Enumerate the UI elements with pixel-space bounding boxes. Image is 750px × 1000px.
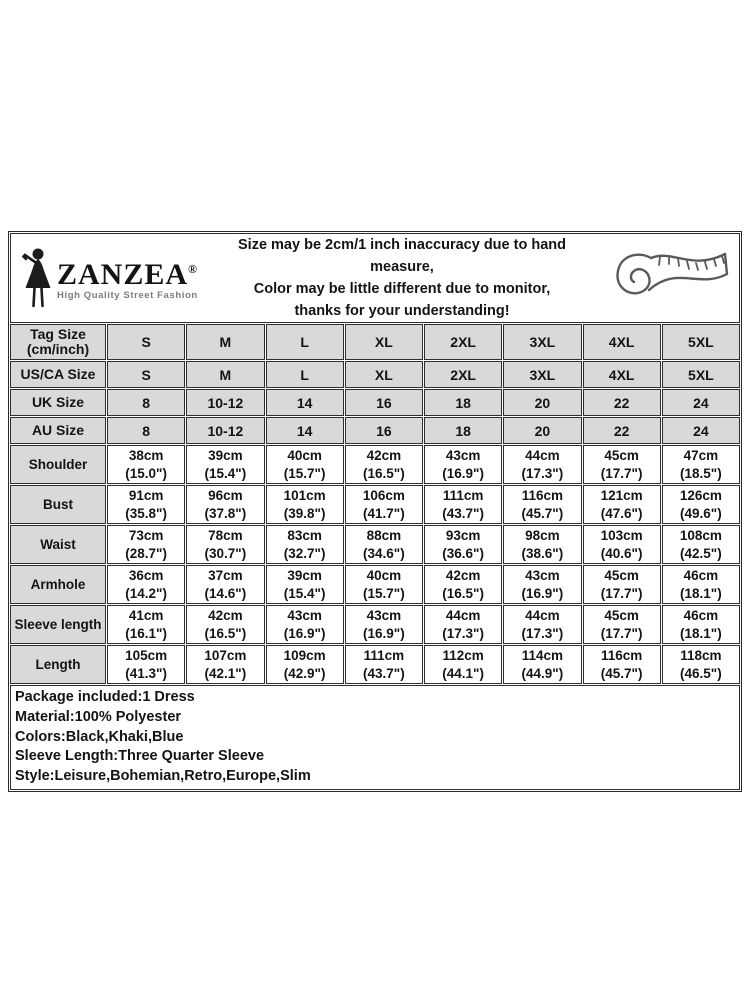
- size-cell: 3XL: [503, 324, 581, 360]
- measurement-cell: 73cm (28.7"): [107, 525, 185, 564]
- measurement-cell: 98cm (38.6"): [503, 525, 581, 564]
- size-cell: 4XL: [583, 361, 661, 388]
- measurement-cell: 36cm (14.2"): [107, 565, 185, 604]
- measurement-cell: 43cm (16.9"): [266, 605, 344, 644]
- size-cell: L: [266, 361, 344, 388]
- measurement-cell: 43cm (16.9"): [503, 565, 581, 604]
- measurement-cell: 42cm (16.5"): [424, 565, 502, 604]
- table-row: [10, 645, 740, 684]
- measurement-cell: 43cm (16.9"): [345, 605, 423, 644]
- measurement-cell: 41cm (16.1"): [107, 605, 185, 644]
- brand-logo: [11, 247, 206, 309]
- row-label: Shoulder: [10, 445, 106, 484]
- size-cell: 5XL: [662, 361, 740, 388]
- size-cell: 24: [662, 389, 740, 416]
- table-row: [10, 485, 740, 524]
- sleeve-length-line: Sleeve Length:Three Quarter Sleeve: [15, 748, 265, 765]
- style-line: Style:Leisure,Bohemian,Retro,Europe,Slim: [15, 768, 311, 785]
- size-cell: XL: [345, 324, 423, 360]
- size-cell: 18: [424, 389, 502, 416]
- size-cell: 4XL: [583, 324, 661, 360]
- table-row: [10, 417, 740, 444]
- measurement-cell: 42cm (16.5"): [186, 605, 264, 644]
- measurement-cell: 108cm (42.5"): [662, 525, 740, 564]
- size-disclaimer: [206, 234, 598, 322]
- size-cell: 8: [107, 417, 185, 444]
- measurement-cell: 37cm (14.6"): [186, 565, 264, 604]
- measurement-cell: 40cm (15.7"): [266, 445, 344, 484]
- measurement-cell: 39cm (15.4"): [266, 565, 344, 604]
- measurement-cell: 101cm (39.8"): [266, 485, 344, 524]
- measurement-cell: 109cm (42.9"): [266, 645, 344, 684]
- size-cell: 22: [583, 417, 661, 444]
- measurement-cell: 46cm (18.1"): [662, 605, 740, 644]
- measuring-tape-icon: [603, 245, 729, 311]
- disclaimer-line: thanks for your understanding!: [294, 303, 510, 319]
- measurement-cell: 91cm (35.8"): [107, 485, 185, 524]
- brand-name: ZANZEA®: [57, 258, 197, 291]
- row-label: UK Size: [10, 389, 106, 416]
- measurement-cell: 116cm (45.7"): [503, 485, 581, 524]
- row-label: Waist: [10, 525, 106, 564]
- size-cell: 10-12: [186, 389, 264, 416]
- table-row: [10, 445, 740, 484]
- measurement-cell: 45cm (17.7"): [583, 605, 661, 644]
- header-band: [10, 233, 740, 323]
- size-cell: 20: [503, 417, 581, 444]
- size-cell: 14: [266, 389, 344, 416]
- size-cell: 24: [662, 417, 740, 444]
- measurement-cell: 46cm (18.1"): [662, 565, 740, 604]
- registered-mark: ®: [188, 262, 197, 276]
- measurement-cell: 116cm (45.7"): [583, 645, 661, 684]
- row-label: AU Size: [10, 417, 106, 444]
- measurement-cell: 111cm (43.7"): [345, 645, 423, 684]
- table-row: [10, 324, 740, 360]
- measurement-cell: 112cm (44.1"): [424, 645, 502, 684]
- measurement-cell: 44cm (17.3"): [503, 605, 581, 644]
- size-cell: 10-12: [186, 417, 264, 444]
- size-cell: M: [186, 324, 264, 360]
- size-cell: L: [266, 324, 344, 360]
- size-cell: 8: [107, 389, 185, 416]
- measurement-cell: 88cm (34.6"): [345, 525, 423, 564]
- size-cell: S: [107, 324, 185, 360]
- measurement-cell: 39cm (15.4"): [186, 445, 264, 484]
- table-row: [10, 361, 740, 388]
- measurement-cell: 43cm (16.9"): [424, 445, 502, 484]
- row-label: Armhole: [10, 565, 106, 604]
- measurement-cell: 96cm (37.8"): [186, 485, 264, 524]
- size-cell: 2XL: [424, 361, 502, 388]
- row-label: Sleeve length: [10, 605, 106, 644]
- table-row: [10, 389, 740, 416]
- size-cell: 2XL: [424, 324, 502, 360]
- size-cell: 20: [503, 389, 581, 416]
- size-cell: 16: [345, 417, 423, 444]
- measurement-cell: 118cm (46.5"): [662, 645, 740, 684]
- woman-silhouette-icon: [21, 247, 55, 309]
- row-label: US/CA Size: [10, 361, 106, 388]
- measurement-cell: 105cm (41.3"): [107, 645, 185, 684]
- measurement-cell: 107cm (42.1"): [186, 645, 264, 684]
- product-info: [10, 685, 740, 790]
- measurement-cell: 126cm (49.6"): [662, 485, 740, 524]
- measurement-cell: 106cm (41.7"): [345, 485, 423, 524]
- measurement-cell: 44cm (17.3"): [503, 445, 581, 484]
- package-included-line: Package included:1 Dress: [15, 689, 195, 705]
- size-cell: 22: [583, 389, 661, 416]
- size-cell: 3XL: [503, 361, 581, 388]
- measurement-cell: 45cm (17.7"): [583, 445, 661, 484]
- table-body: [10, 233, 740, 790]
- disclaimer-line: Color may be little different due to monitor,: [253, 281, 551, 297]
- measurement-cell: 83cm (32.7"): [266, 525, 344, 564]
- size-cell: 16: [345, 389, 423, 416]
- table-row: [10, 605, 740, 644]
- measurement-cell: 78cm (30.7"): [186, 525, 264, 564]
- table-row: [10, 565, 740, 604]
- measurement-cell: 44cm (17.3"): [424, 605, 502, 644]
- table-row: [10, 525, 740, 564]
- row-label: Tag Size (cm/inch): [10, 324, 106, 360]
- size-cell: XL: [345, 361, 423, 388]
- colors-line: Colors:Black,Khaki,Blue: [15, 728, 184, 745]
- size-cell: S: [107, 361, 185, 388]
- measurement-cell: 38cm (15.0"): [107, 445, 185, 484]
- measurement-cell: 114cm (44.9"): [503, 645, 581, 684]
- size-cell: 14: [266, 417, 344, 444]
- disclaimer-line: Size may be 2cm/1 inch inaccuracy due to hand measure,: [238, 237, 566, 275]
- row-label: Length: [10, 645, 106, 684]
- measurement-cell: 42cm (16.5"): [345, 445, 423, 484]
- size-chart-table: [8, 231, 742, 792]
- measurement-cell: 103cm (40.6"): [583, 525, 661, 564]
- size-cell: 5XL: [662, 324, 740, 360]
- brand-tagline: High Quality Street Fashion: [57, 290, 198, 301]
- measurement-cell: 47cm (18.5"): [662, 445, 740, 484]
- measurement-cell: 121cm (47.6"): [583, 485, 661, 524]
- measurement-cell: 40cm (15.7"): [345, 565, 423, 604]
- measurement-cell: 111cm (43.7"): [424, 485, 502, 524]
- size-cell: M: [186, 361, 264, 388]
- material-line: Material:100% Polyester: [15, 708, 182, 725]
- measurement-cell: 93cm (36.6"): [424, 525, 502, 564]
- measurement-cell: 45cm (17.7"): [583, 565, 661, 604]
- size-cell: 18: [424, 417, 502, 444]
- row-label: Bust: [10, 485, 106, 524]
